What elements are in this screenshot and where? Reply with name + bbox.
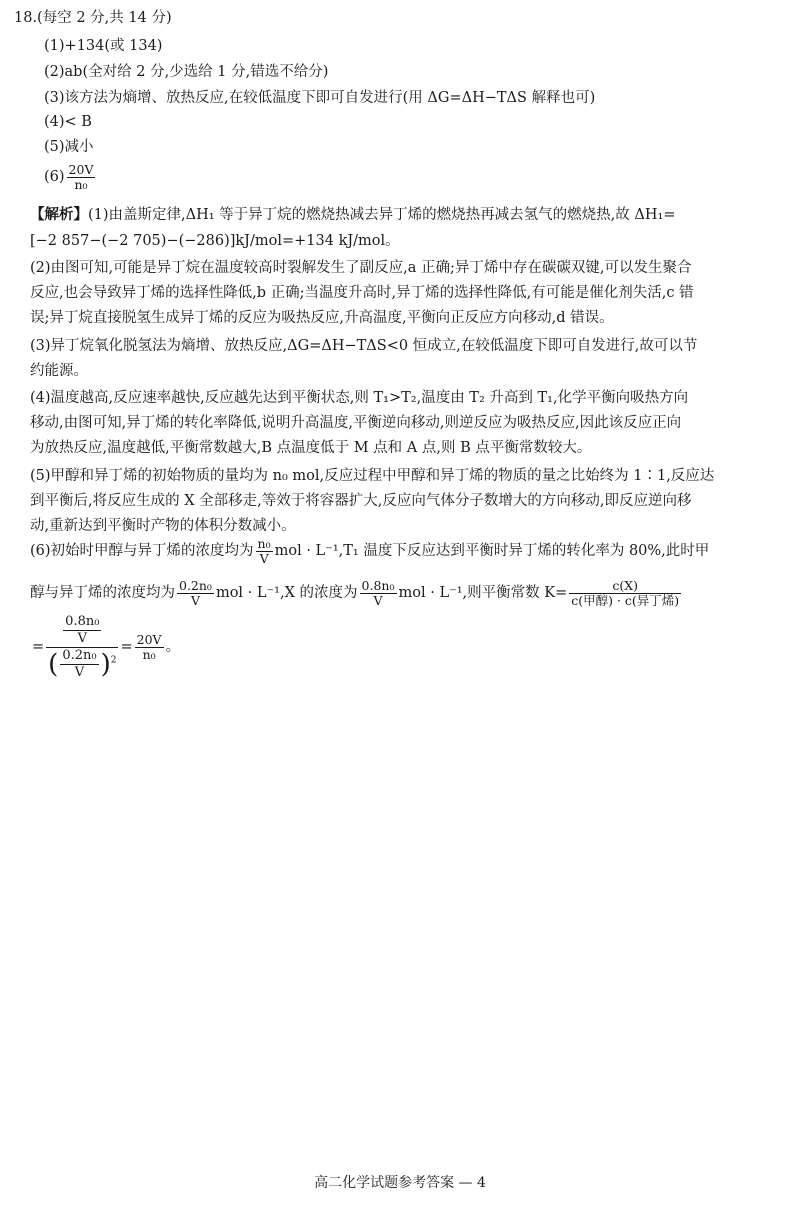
analysis-p6-text-e: mol · L⁻¹,则平衡常数 K= [398,585,568,601]
analysis-p3-line1: (3)异丁烷氧化脱氢法为熵增、放热反应,ΔG=ΔH−TΔS<0 恒成立,在较低温度下即可自发进行,故可以节 [30,338,698,354]
analysis-p6-text-a: (6)初始时甲醇与异丁烯的浓度均为 [30,543,254,559]
analysis-p6-text-d: mol · L⁻¹,X 的浓度为 [215,585,358,601]
analysis-p2-line3: 误;异丁烷直接脱氢生成异丁烯的反应为吸热反应,升高温度,平衡向正反应方向移动,d 错误。 [30,310,614,326]
analysis-p6-line2 [30,575,683,611]
analysis-p5-line2: 到平衡后,将反应生成的 X 全部移走,等效于将容器扩大,反应向气体分子数增大的方向移动,即反应逆向移 [30,493,692,509]
analysis-p6-line3 [32,612,180,682]
analysis-p2-line2: 反应,也会导致异丁烯的选择性降低,b 正确;当温度升高时,异丁烯的选择性降低,有可能是催化剂失活,c 错 [30,285,694,301]
fraction-02n0-over-v [177,579,214,608]
answer-1: (1)+134(或 134) [44,38,163,54]
fraction-denominator: n₀ [142,646,156,662]
fraction-numerator: 0.2n₀ [62,647,97,663]
exponent: 2 [110,655,117,666]
equals-sign: = [32,639,45,655]
fraction-result [135,633,164,662]
analysis-p6-text-b: mol · L⁻¹,T₁ 温度下反应达到平衡时异丁烯的转化率为 80%,此时甲 [274,543,710,559]
fraction-denominator: V [190,592,200,608]
analysis-p1-line2: [−2 857−(−2 705)−(−286)]kJ/mol=+134 kJ/mol。 [30,233,400,249]
analysis-p1-line1 [30,205,675,225]
fraction-numerator: 0.8n₀ [361,577,395,593]
page-footer: 高二化学试题参考答案 — 4 [314,1175,486,1191]
answer-6-numerator: 20V [68,161,94,177]
compound-denominator [46,648,118,681]
fraction-inner-bottom [60,648,98,681]
fraction-08n0-over-v [360,579,397,608]
analysis-p4-line2: 移动,由图可知,异丁烯的转化率降低,说明升高温度,平衡逆向移动,则逆反应为吸热反应,因此该反应正向 [30,415,682,431]
period: 。 [165,639,181,655]
compound-numerator [46,614,118,648]
analysis-p4-line1: (4)温度越高,反应速率越快,反应越先达到平衡状态,则 T₁>T₂,温度由 T₂ 升高到 T₁,化学平衡向吸热方向 [30,390,689,406]
answer-6-denominator: n₀ [74,176,88,192]
question-heading: 18.(每空 2 分,共 14 分) [14,10,172,26]
fraction-denominator: V [259,550,269,566]
fraction-denominator: V [373,592,383,608]
analysis-p6-line1 [30,533,709,569]
answer-6 [44,162,97,192]
analysis-p1-text: (1)由盖斯定律,ΔH₁ 等于异丁烷的燃烧热减去异丁烯的燃烧热再减去氢气的燃烧热,故 ΔH₁= [88,207,676,223]
analysis-p3-line2: 约能源。 [30,363,88,379]
answer-5: (5)减小 [44,139,94,155]
analysis-label: 【解析】 [30,206,88,223]
fraction-numerator: 0.8n₀ [65,613,100,629]
fraction-numerator: n₀ [257,535,271,551]
answer-6-prefix: (6) [44,169,65,185]
fraction-compound [46,614,118,681]
fraction-numerator: c(X) [569,579,681,594]
left-paren: ( [48,649,59,679]
analysis-p2-line1: (2)由图可知,可能是异丁烷在温度较高时裂解发生了副反应,a 正确;异丁烯中存在碳碳双键,可以发生聚合 [30,260,692,276]
fraction-inner-top [63,614,101,647]
fraction-numerator: 0.2n₀ [179,577,212,593]
fraction-denominator: c(甲醇) · c(异丁烯) [571,592,680,608]
answer-3: (3)该方法为熵增、放热反应,在较低温度下即可自发进行(用 ΔG=ΔH−TΔS 解释也可) [44,90,596,106]
right-paren: ) [100,649,111,679]
answer-6-fraction [67,163,96,192]
fraction-equilibrium-constant [569,579,681,608]
equals-sign: = [120,639,133,655]
analysis-p4-line3: 为放热反应,温度越低,平衡常数越大,B 点温度低于 M 点和 A 点,则 B 点平衡常数较大。 [30,440,592,456]
analysis-p6-text-c: 醇与异丁烯的浓度均为 [30,585,175,601]
answer-2: (2)ab(全对给 2 分,少选给 1 分,错选不给分) [44,64,329,80]
fraction-n0-over-v [256,537,273,566]
fraction-numerator: 20V [136,631,162,647]
analysis-p5-line3: 动,重新达到平衡时产物的体积分数减小。 [30,518,296,534]
fraction-denominator: V [77,630,87,646]
analysis-p5-line1: (5)甲醇和异丁烯的初始物质的量均为 n₀ mol,反应过程中甲醇和异丁烯的物质的量之比始终为 1∶1,反应达 [30,468,715,484]
fraction-denominator: V [74,664,85,680]
answer-4: (4)< B [44,114,92,130]
